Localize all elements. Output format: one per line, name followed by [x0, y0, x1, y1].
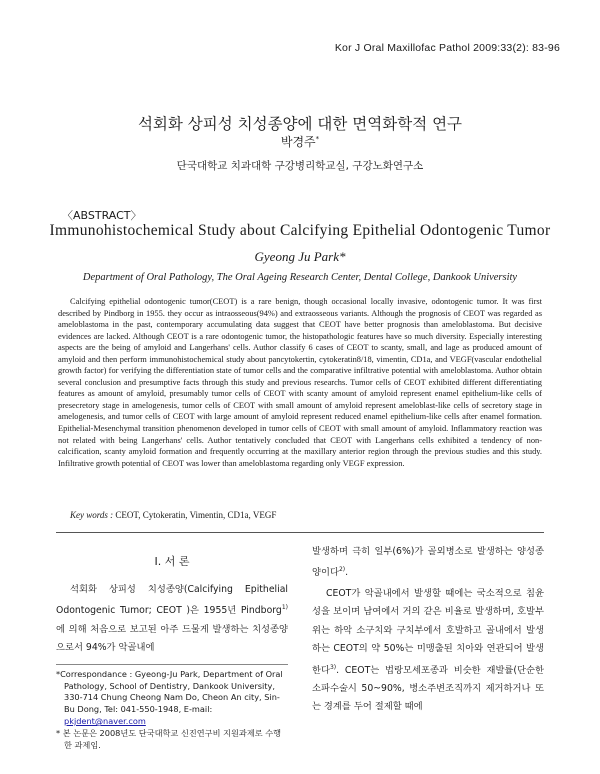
intro-text-d: CEOT가 악골내에서 발생할 때에는 국소적으로 침윤성을 보이며 남여에서 거의 같은 비율로 발생하며, 호발부위는 하악 소구치와 구치부에서 호발하고 골내에서 발생하는 CEOT의 약 50%는 미맹출된 치아와 연관되어 발생한다: [312, 587, 544, 676]
author-korean-mark: *: [315, 135, 320, 143]
keywords-label: Key words :: [70, 510, 114, 520]
intro-text-e: . CEOT는 법랑모세포종과 비슷한 재발률(단순한 소파수술시 50~90%, 병소주변조직까지 제거하거나 또는 경계를 두어 절제할 때에: [312, 664, 544, 713]
title-korean: 석회화 상피성 치성종양에 대한 면역화학적 연구: [137, 115, 463, 133]
reference-2: 2): [338, 566, 346, 574]
abstract-paragraph: Calcifying epithelial odontogenic tumor(CEOT) is a rare benign, though occasional locally invasive, odontogenic tumor. It was first described by Pindborg in 1955. they occur as intraosseous(94%) and extraosseous variants. Although the prognosis of CEOT was regarded as ameloblastoma in the past, contemporary accumulating data suggest that CEOT have better prognosis than ameloblastoma. But decisive evidences are lacked. Although CEOT is a rare odontogenic tumor, the histopathologic features have so much diversity. Especially interesting aspects are the being of amyloid and Langerhans' cells. Author classify 6 cases of CEOT to scanty, small, and lage as produced amount of amyloid and then perform immunohistochemical study about pancytokertin, cytokeratin8/18, vimentin, CD1a, and VEGF(vascular endothelial growth factor) for verifying the differentiation state of tumor cells and the comparative infiltrative potential with ameloblastoma. Author obtain several conclusion and presumptive facts through this study and previous researchs. Tumor cells of CEOT exhibited different differentiating features as amount of amyloid, presumably tumor cells of CEOT with scanty amount of amyloid represent enamel epithelium-like cells of presecretory stage in amelogenesis, tumor cells of CEOT with small amount of amyloid represent ameloblast-like cells of secretory stage in amelogenesis, and tumor cells of CEOT with large amount of amyloid represent reduced enamel epithelium-like cells after enamel formation. Epithelial-Mesenchymal transition phenomenon developed in tumor cells of CEOT with small amount of amyloid. Inflammatory reaction was not related with being Langerhans' cells. Author tentatively concluded that CEOT with Langerhans cells exhibited a tendency of non-calcification, scanty amyloid formation and frequently occurring at the maxillary anterior region through the previous studies and this study. Infiltrative growth potential of CEOT was lower than ameloblastoma regarding only VEGF expression.: [58, 297, 542, 468]
journal-citation: Kor J Oral Maxillofac Pathol 2009:33(2): 83-96: [334, 42, 560, 54]
affiliation-english: Department of Oral Pathology, The Oral Ageing Research Center, Dental College, Dankook University: [82, 272, 518, 283]
author-english: Gyeong Ju Park*: [254, 249, 346, 264]
abstract-body: [58, 296, 542, 469]
intro-paragraph-2: [312, 585, 544, 717]
intro-paragraph-continued: [312, 543, 544, 583]
section-divider: [56, 532, 544, 533]
author-korean-name: 박경주: [280, 135, 316, 149]
reference-3: 3): [329, 663, 337, 671]
footnotes: [56, 665, 288, 752]
keywords-list: CEOT, Cytokeratin, Vimentin, CD1a, VEGF: [115, 510, 277, 520]
intro-text-a: 석회화 상피성 치성종양(Calcifying Epithelial Odontogenic Tumor; CEOT )은 1955년 Pindborg: [56, 584, 288, 617]
left-column: [56, 543, 288, 751]
keywords: [70, 510, 276, 520]
email-link[interactable]: pkjdent@naver.com: [64, 715, 146, 726]
author-korean: [0, 133, 600, 150]
footnote-correspondence: [56, 669, 288, 728]
intro-text-b: 에 의해 처음으로 보고된 아주 드물게 발생하는 치성종양으로서 94%가 악골내에: [56, 623, 288, 654]
title-english: Immunohistochemical Study about Calcifying Epithelial Odontogenic Tumor: [49, 222, 551, 239]
abstract-label: 〈ABSTRACT〉: [62, 209, 142, 222]
footnote-funding: * 본 논문은 2008년도 단국대학교 신진연구비 지원과제로 수행한 과제임.: [56, 727, 282, 750]
intro-text-left: [56, 581, 288, 658]
intro-text-c-end: .: [345, 567, 349, 579]
reference-1: 1): [281, 604, 288, 612]
footnote-correspondence-text: *Correspondance : Gyeong-Ju Park, Department of Oral Pathology, School of Dentistry, Dankook University, 330-714 Chung Cheong Nam Do, Cheon An city, Sin-Bu Dong, Tel: 041-550-1948, E-mail:: [56, 668, 283, 715]
intro-paragraph-1: [56, 581, 288, 658]
intro-text-right: [312, 543, 544, 717]
affiliation-korean: 단국대학교 치과대학 구강병리학교실, 구강노화연구소: [176, 160, 424, 172]
section-title-introduction: I. 서 론: [154, 555, 190, 568]
intro-text-c: 발생하며 극히 일부(6%)가 골외병소로 발생하는 양성종양이다: [312, 546, 544, 579]
right-column: [312, 543, 544, 717]
